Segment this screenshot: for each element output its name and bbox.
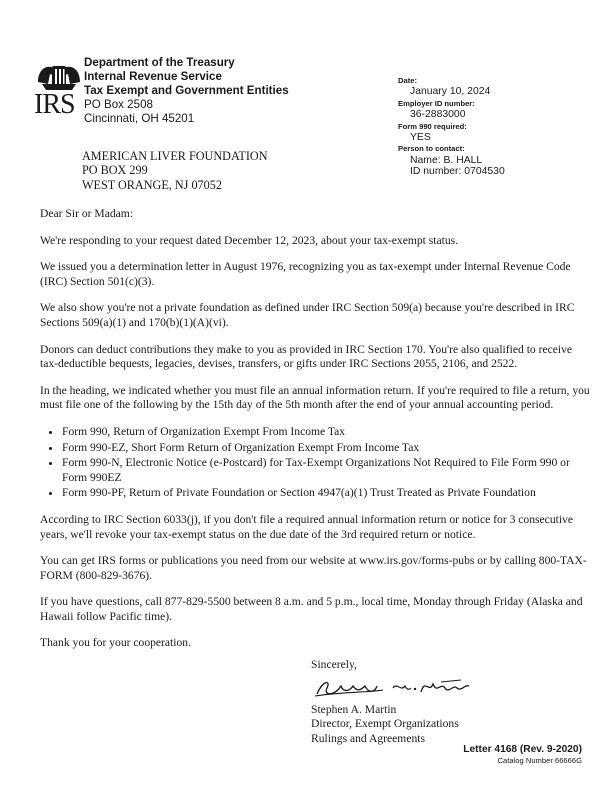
addressee-block <box>82 149 268 192</box>
paragraph-revocation: According to IRC Section 6033(j), if you don't file a required annual information return or notice for 3 consecutive years, we'll revoke your tax-exempt status on the due date of the 3rd required return or notice. <box>40 512 573 541</box>
paragraph-forms: You can get IRS forms or publications you need from our website at www.irs.gov/forms-pubs or by calling 800-TAX-FORM (800-829-3676). <box>40 554 587 582</box>
agency-service: Internal Revenue Service <box>84 70 222 83</box>
agency-po-box: PO Box 2508 <box>84 98 153 111</box>
addressee-name: AMERICAN LIVER FOUNDATION <box>82 149 268 163</box>
ein-label: Employer ID number: <box>398 98 475 108</box>
letter-body <box>40 207 590 663</box>
paragraph-determination: We issued you a determination letter in August 1976, recognizing you as tax-exempt under Internal Revenue Code (IRC) Section 501(c)(3). <box>40 260 571 288</box>
list-item: • Form 990-EZ, Short Form Return of Organization Exempt From Income Tax <box>62 441 590 456</box>
date-value: January 10, 2024 <box>410 86 491 98</box>
form990-label: Form 990 required: <box>398 121 467 131</box>
letter-number: Letter 4168 (Rev. 9-2020) <box>463 744 582 755</box>
agency-header <box>84 56 289 126</box>
paragraph-thanks: Thank you for your cooperation. <box>40 636 191 650</box>
paragraph-filing-requirement: In the heading, we indicated whether you must file an annual information return. If you're required to file a return, you must file one of the following by the 15th day of the 5th month after the end of your annual accounting period. <box>40 383 590 412</box>
agency-division: Tax Exempt and Government Entities <box>84 84 289 97</box>
contact-id: ID number: 0704530 <box>410 166 505 178</box>
ein-value: 36-2883000 <box>410 109 466 121</box>
list-item: • Form 990, Return of Organization Exempt From Income Tax <box>62 425 590 440</box>
irs-logo <box>34 60 84 126</box>
catalog-number: Catalog Number 66666G <box>497 756 582 765</box>
form-list <box>40 425 590 501</box>
paragraph-questions: If you have questions, call 877-829-5500 between 8 a.m. and 5 p.m., local time, Monday through Friday (Alaska and Hawaii follow Pacific time). <box>40 595 583 623</box>
contact-name: Name: B. HALL <box>410 154 483 166</box>
paragraph-foundation-status: We also show you're not a private foundation as defined under IRC Section 509(a) because you're described in IRC Sections 509(a)(1) and 170(b)(1)(A)(vi). <box>40 301 575 329</box>
contact-label: Person to contact: <box>398 144 465 154</box>
signer-name: Stephen A. Martin <box>311 702 397 716</box>
date-label: Date: <box>398 76 417 85</box>
addressee-street: PO BOX 299 <box>82 163 148 178</box>
signer-department: Rulings and Agreements <box>311 731 425 745</box>
signer-title: Director, Exempt Organizations <box>311 717 459 731</box>
agency-city: Cincinnati, OH 45201 <box>84 112 195 125</box>
paragraph-request: We're responding to your request dated December 12, 2023, about your tax-exempt status. <box>40 233 459 247</box>
form990-value: YES <box>410 132 431 144</box>
signature <box>311 673 459 703</box>
agency-department: Department of the Treasury <box>84 56 235 69</box>
letter-footer <box>463 744 582 766</box>
letter-meta <box>398 75 598 178</box>
paragraph-deductibility: Donors can deduct contributions they make to you as provided in IRC Section 170. You're also qualified to receive tax-deductible bequests, legacies, devises, transfers, or gifts under IRC Sections 2055, 2106, and 2522. <box>40 342 573 371</box>
handwritten-signature <box>313 674 473 702</box>
sincerely: Sincerely, <box>311 658 357 671</box>
salutation: Dear Sir or Madam: <box>40 207 134 220</box>
list-item: • Form 990-PF, Return of Private Foundation or Section 4947(a)(1) Trust Treated as Private Foundation <box>62 486 590 501</box>
irs-logo-text: IRS <box>34 89 75 120</box>
closing-block <box>311 658 459 746</box>
addressee-city: WEST ORANGE, NJ 07052 <box>82 177 222 192</box>
list-item: • Form 990-N, Electronic Notice (e-Postcard) for Tax-Exempt Organizations Not Required to File Form 990 or Form 990EZ <box>62 456 590 485</box>
